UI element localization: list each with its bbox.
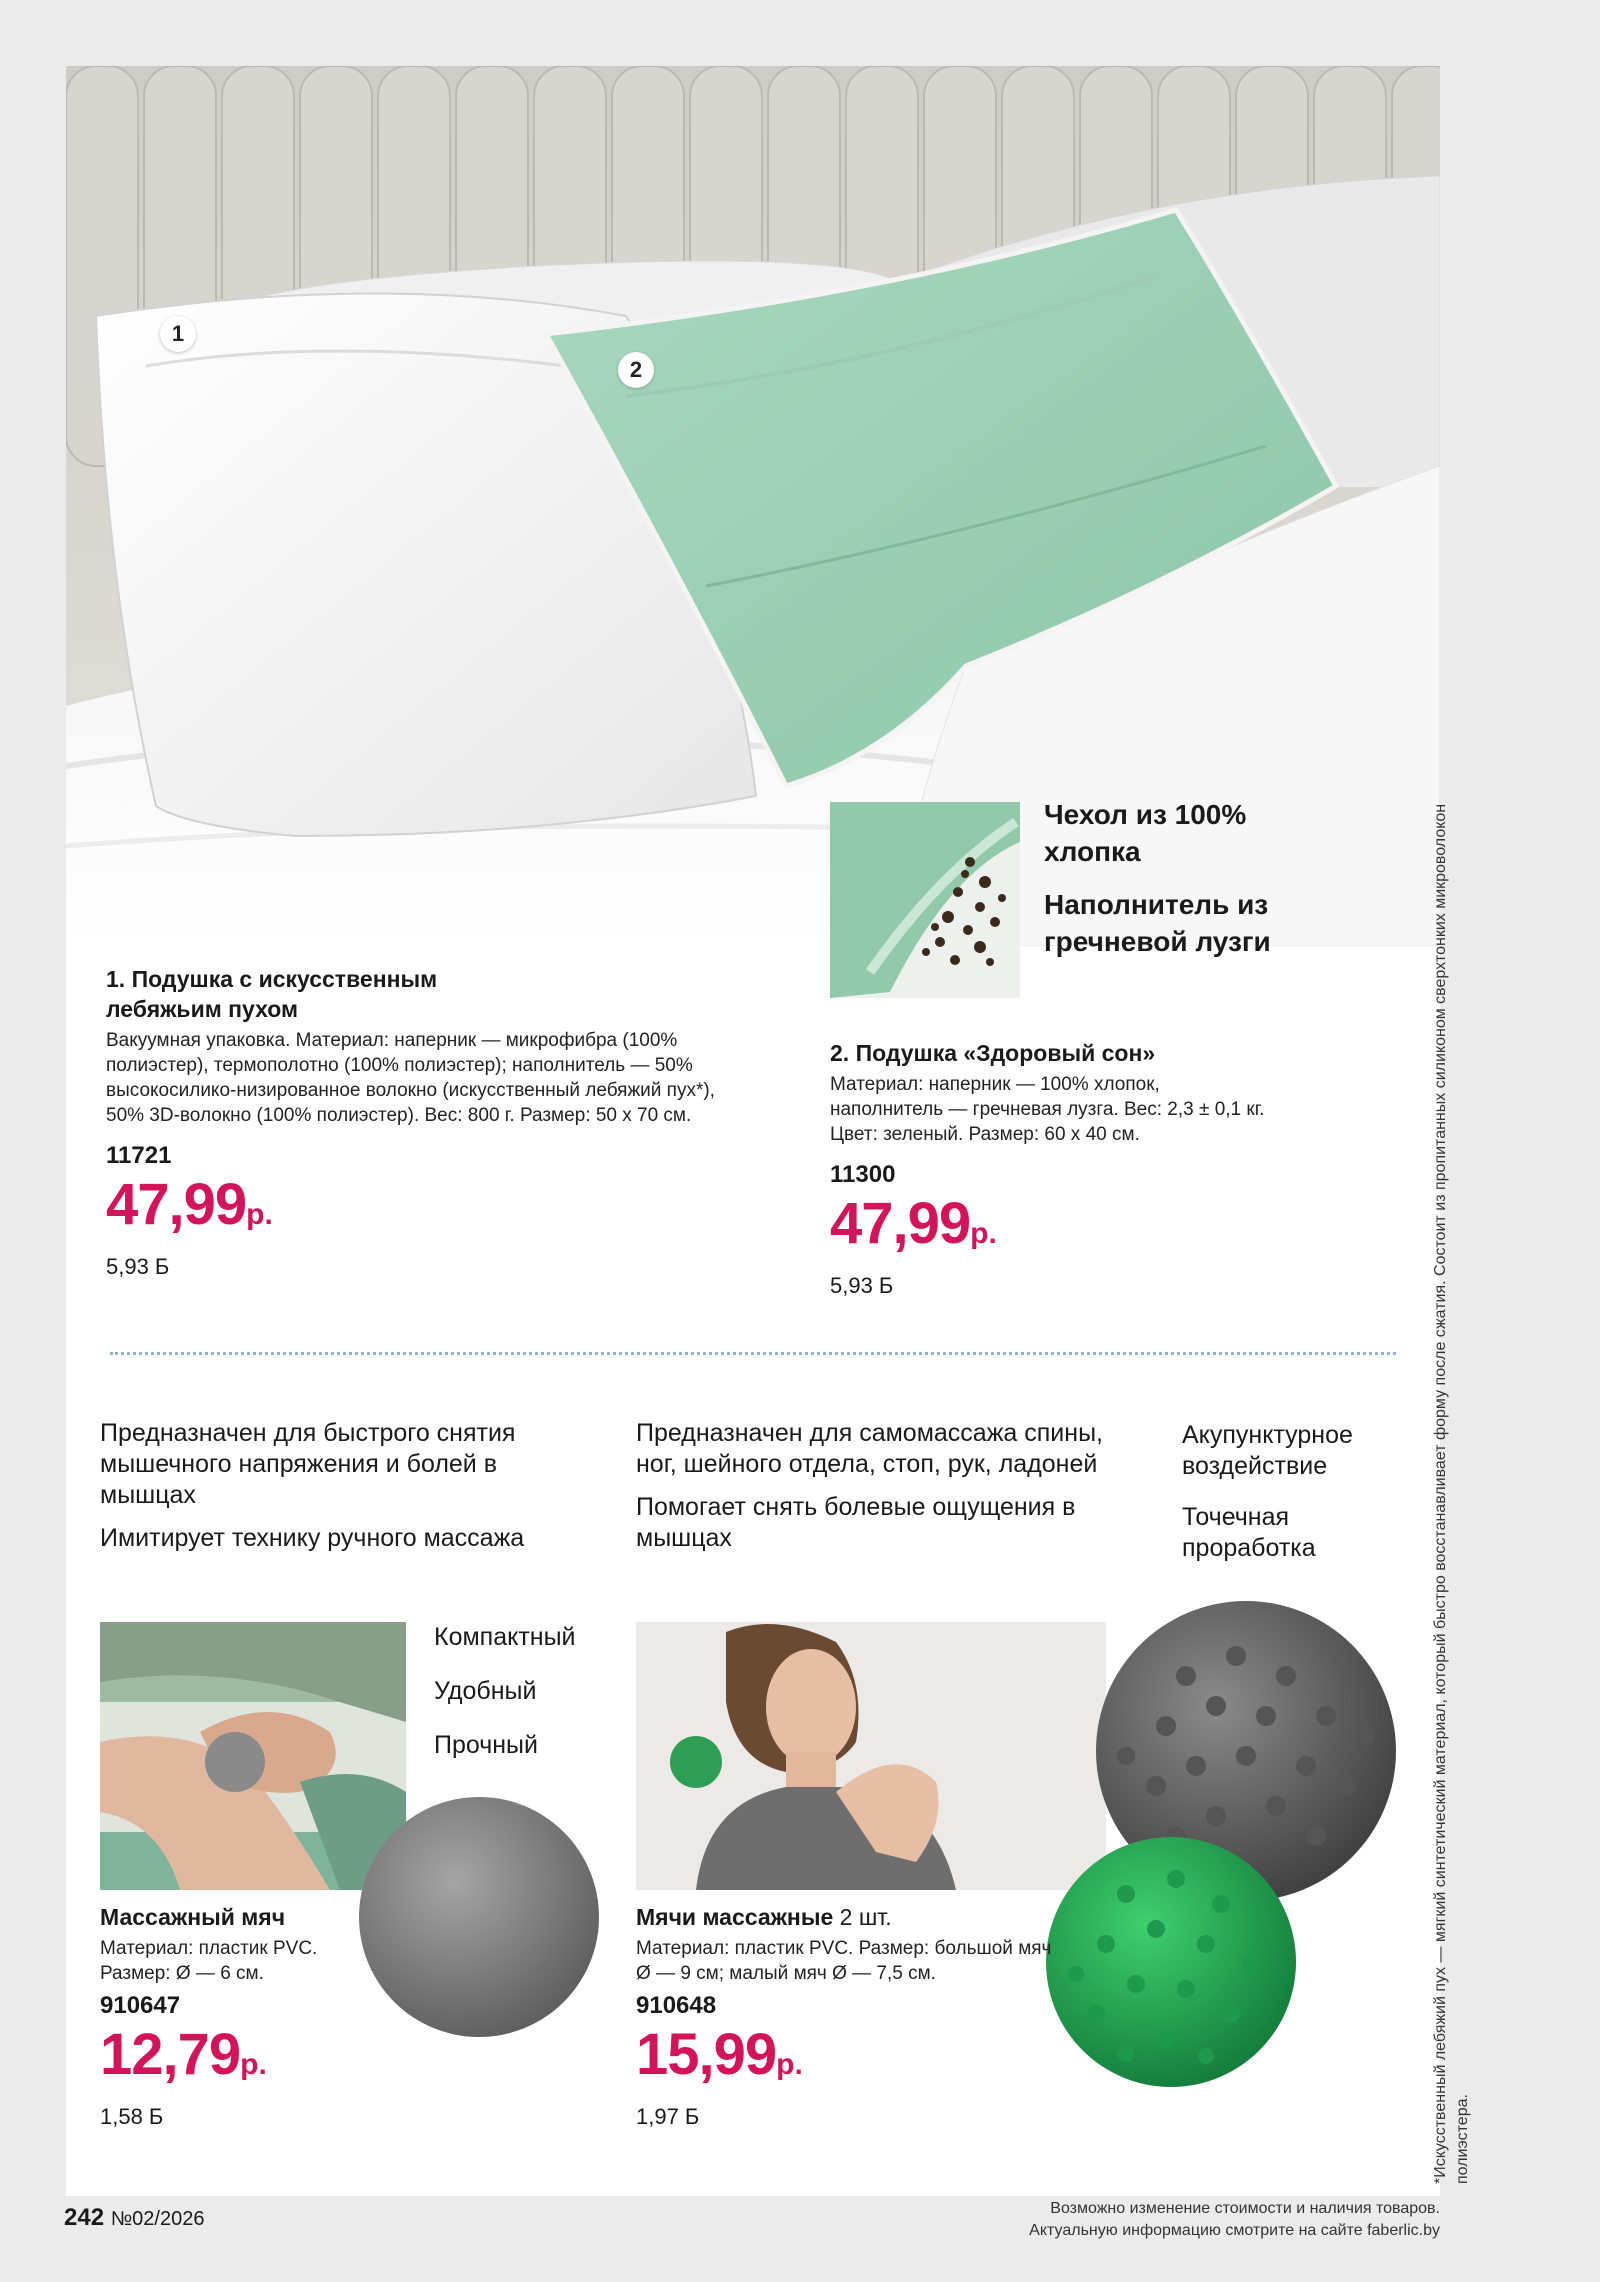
grey-massage-ball-image	[354, 1792, 604, 2042]
massage-ball-block	[100, 1902, 360, 2130]
feature-acupuncture: Акупунктурное воздействие	[1182, 1421, 1353, 1480]
product-2-title: 2. Подушка «Здоровый сон»	[830, 1040, 1156, 1066]
massage-balls-benefit-1: Предназначен для самомассажа спины, ног, шейного отдела, стоп, рук, ладоней	[636, 1419, 1103, 1478]
massage-ball-title: Массажный мяч	[100, 1904, 286, 1930]
massage-ball-code: 910647	[100, 1992, 181, 2019]
massage-ball-benefits	[100, 1418, 560, 1566]
product-1-points: 5,93 Б	[106, 1254, 170, 1279]
massage-balls-title: Мячи массажные 2 шт.	[636, 1904, 892, 1930]
product-1-price: 47,99р.	[106, 1172, 273, 1237]
callout-cotton: Чехол из 100% хлопка	[1044, 799, 1247, 867]
badge-1: 1	[160, 316, 196, 352]
footer-disclaimer	[760, 2198, 1440, 2242]
massage-ball-desc: Материал: пластик PVC. Размер: Ø — 6 см.	[100, 1938, 318, 1984]
massage-ball-points: 1,58 Б	[100, 2104, 164, 2129]
swan-down-footnote: *Искусственный лебяжий пух — мягкий синтетический материал, который быстро восстанавливает форму после сжатия. Состоит из пропитанных силиконом сверхтонких микроволокон полиэстера.	[1432, 803, 1471, 2184]
product-2-points: 5,93 Б	[830, 1273, 894, 1298]
disclaimer-line-2: Актуальную информацию смотрите на сайте faberlic.by	[1029, 2222, 1440, 2239]
massage-balls-code: 910648	[636, 1992, 717, 2019]
buckwheat-filler-photo	[830, 802, 1020, 998]
massage-ball-price: 12,79р.	[100, 2022, 267, 2087]
massage-balls-benefit-2: Помогает снять болевые ощущения в мышцах	[636, 1493, 1076, 1552]
massage-balls-benefits	[636, 1418, 1136, 1566]
green-spiky-ball-image	[1026, 1824, 1316, 2094]
massage-ball-features	[434, 1622, 634, 1784]
product-1-block	[106, 964, 766, 1280]
product-2-price: 47,99р.	[830, 1191, 997, 1256]
massage-balls-desc: Материал: пластик PVC. Размер: большой мяч Ø — 9 см; малый мяч Ø — 7,5 см.	[636, 1938, 1052, 1984]
disclaimer-line-1: Возможно изменение стоимости и наличия товаров.	[1050, 2200, 1440, 2217]
section-divider	[110, 1352, 1396, 1355]
massage-balls-price: 15,99р.	[636, 2022, 803, 2087]
page-number: 242	[64, 2204, 105, 2231]
buckwheat-inset-illustration	[830, 802, 1020, 998]
massage-balls-features	[1182, 1420, 1422, 1576]
pillow-callouts	[1044, 796, 1344, 976]
product-2-code: 11300	[830, 1161, 896, 1188]
feature-point-work: Точечная проработка	[1182, 1503, 1316, 1562]
feature-convenient: Удобный	[434, 1677, 537, 1705]
massage-balls-block	[636, 1902, 1056, 2130]
massage-balls-points: 1,97 Б	[636, 2104, 700, 2129]
callout-buckwheat: Наполнитель из гречневой лузги	[1044, 889, 1271, 957]
massage-ball-benefit-2: Имитирует технику ручного массажа	[100, 1524, 525, 1552]
feature-compact: Компактный	[434, 1623, 576, 1651]
product-1-desc: Вакуумная упаковка. Материал: наперник — микрофибра (100% полиэстер), термополотно (100% полиэстер); наполнитель — 50% высокосилико-низированное волокно (искусственный лебяжий пух*), 50% 3D-волокно (100% полиэстер). Вес: 800 г. Размер: 50 х 70 см.	[106, 1030, 715, 1126]
product-2-desc: Материал: наперник — 100% хлопок, наполнитель — гречневая лузга. Вес: 2,3 ± 0,1 кг. Цвет: зеленый. Размер: 60 х 40 см.	[830, 1074, 1265, 1145]
product-1-title: 1. Подушка с искусственным лебяжьим пухом	[106, 966, 438, 1022]
feature-durable: Прочный	[434, 1731, 538, 1759]
catalog-page	[66, 66, 1440, 2196]
product-2-block	[830, 1038, 1290, 1299]
product-1-code: 11721	[106, 1142, 172, 1169]
page-footer	[64, 2204, 204, 2232]
issue-number: №02/2026	[110, 2208, 205, 2230]
massage-ball-benefit-1: Предназначен для быстрого снятия мышечного напряжения и болей в мышцах	[100, 1419, 516, 1509]
badge-2: 2	[618, 352, 654, 388]
